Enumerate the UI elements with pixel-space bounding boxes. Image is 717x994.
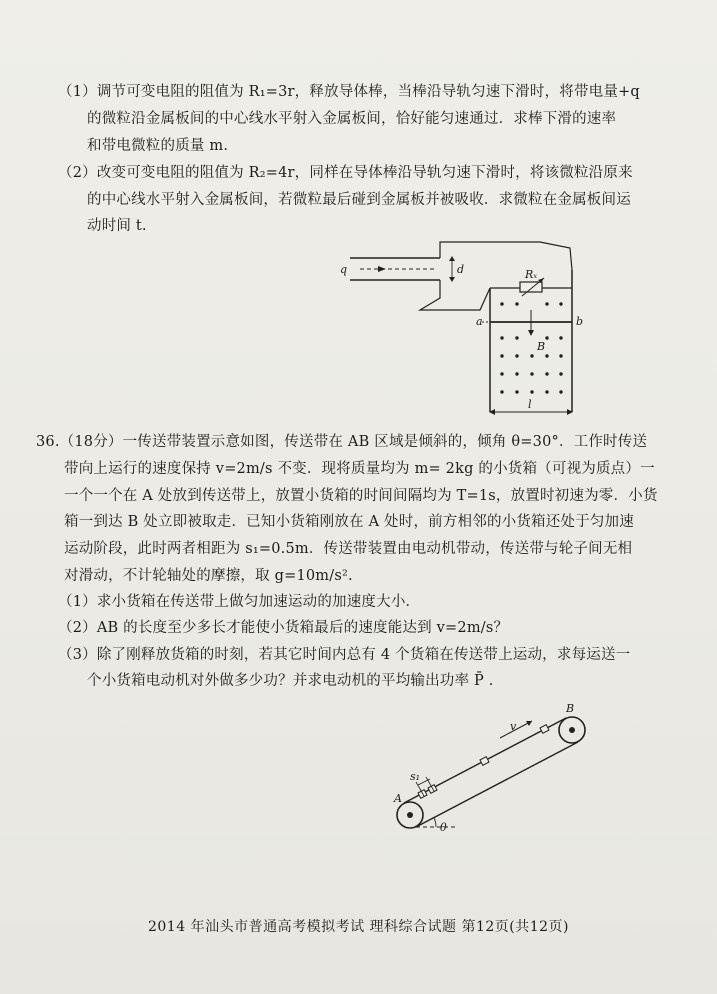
q36-label-theta: θ bbox=[440, 821, 447, 834]
q36-part3-line1: （3）除了刚释放货箱的时刻，若其它时间内总有 4 个货箱在传送带上运动，求每运送一 bbox=[58, 647, 631, 663]
q35-label-d: d bbox=[457, 263, 465, 276]
q35-part1-line1: （1）调节可变电阻的阻值为 R₁=3r，释放导体棒，当棒沿导轨匀速下滑时，将带电量+q bbox=[58, 84, 640, 100]
q35-part1-line3: 和带电微粒的质量 m. bbox=[87, 138, 229, 154]
q35-part2-line3: 动时间 t. bbox=[87, 218, 147, 234]
q36-stem-line4: 箱一到达 B 处立即被取走．已知小货箱刚放在 A 处时，前方相邻的小货箱还处于匀加速 bbox=[64, 514, 634, 530]
q35-label-b: b bbox=[576, 315, 584, 328]
q36-label-a: A bbox=[394, 792, 402, 805]
q35-circuit-figure bbox=[340, 230, 600, 420]
q36-stem-line2: 带向上运行的速度保持 v=2m/s 不变．现将质量均为 m= 2kg 的小货箱（可视为质点）一 bbox=[64, 461, 655, 477]
q36-conveyor-figure bbox=[390, 700, 610, 840]
q35-part2-line2: 的中心线水平射入金属板间，若微粒最后碰到金属板并被吸收．求微粒在金属板间运 bbox=[87, 192, 631, 208]
q36-part2: （2）AB 的长度至少多长才能使小货箱最后的速度能达到 v=2m/s？ bbox=[58, 620, 509, 636]
q35-part1-line2: 的微粒沿金属板间的中心线水平射入金属板间，恰好能匀速通过．求棒下滑的速率 bbox=[87, 111, 617, 127]
q35-label-field-b: B bbox=[537, 340, 546, 353]
q36-stem-line1: 36.（18分）一传送带装置示意如图，传送带在 AB 区域是倾斜的，倾角 θ=30°．工作时传送 bbox=[36, 434, 648, 450]
q36-stem-line6: 对滑动，不计轮轴处的摩擦，取 g=10m/s². bbox=[64, 568, 353, 584]
page-footer: 2014 年汕头市普通高考模拟考试 理科综合试题 第12页(共12页) bbox=[147, 919, 570, 935]
q35-label-q: q bbox=[340, 263, 348, 276]
q36-stem-line3: 一个一个在 A 处放到传送带上，放置小货箱的时间间隔均为 T=1s，放置时初速为零．小货 bbox=[64, 488, 658, 504]
q36-part1: （1）求小货箱在传送带上做匀加速运动的加速度大小． bbox=[58, 594, 421, 610]
q36-label-b: B bbox=[566, 702, 575, 715]
q36-stem-line5: 运动阶段，此时两者相距为 s₁=0.5m．传送带装置由电动机带动，传送带与轮子间无相 bbox=[64, 541, 633, 557]
q36-part3-line2: 个小货箱电动机对外做多少功？并求电动机的平均输出功率 P̄ . bbox=[87, 673, 494, 689]
q36-label-s1: s₁ bbox=[410, 770, 421, 783]
q35-part2-line1: （2）改变可变电阻的阻值为 R₂=4r，同样在导体棒沿导轨匀速下滑时，将该微粒沿原来 bbox=[58, 165, 633, 181]
q35-label-l: l bbox=[528, 398, 532, 411]
q35-label-a: a bbox=[476, 315, 483, 328]
q36-label-v: v bbox=[510, 720, 517, 733]
q35-label-rx: Rₓ bbox=[525, 268, 538, 281]
